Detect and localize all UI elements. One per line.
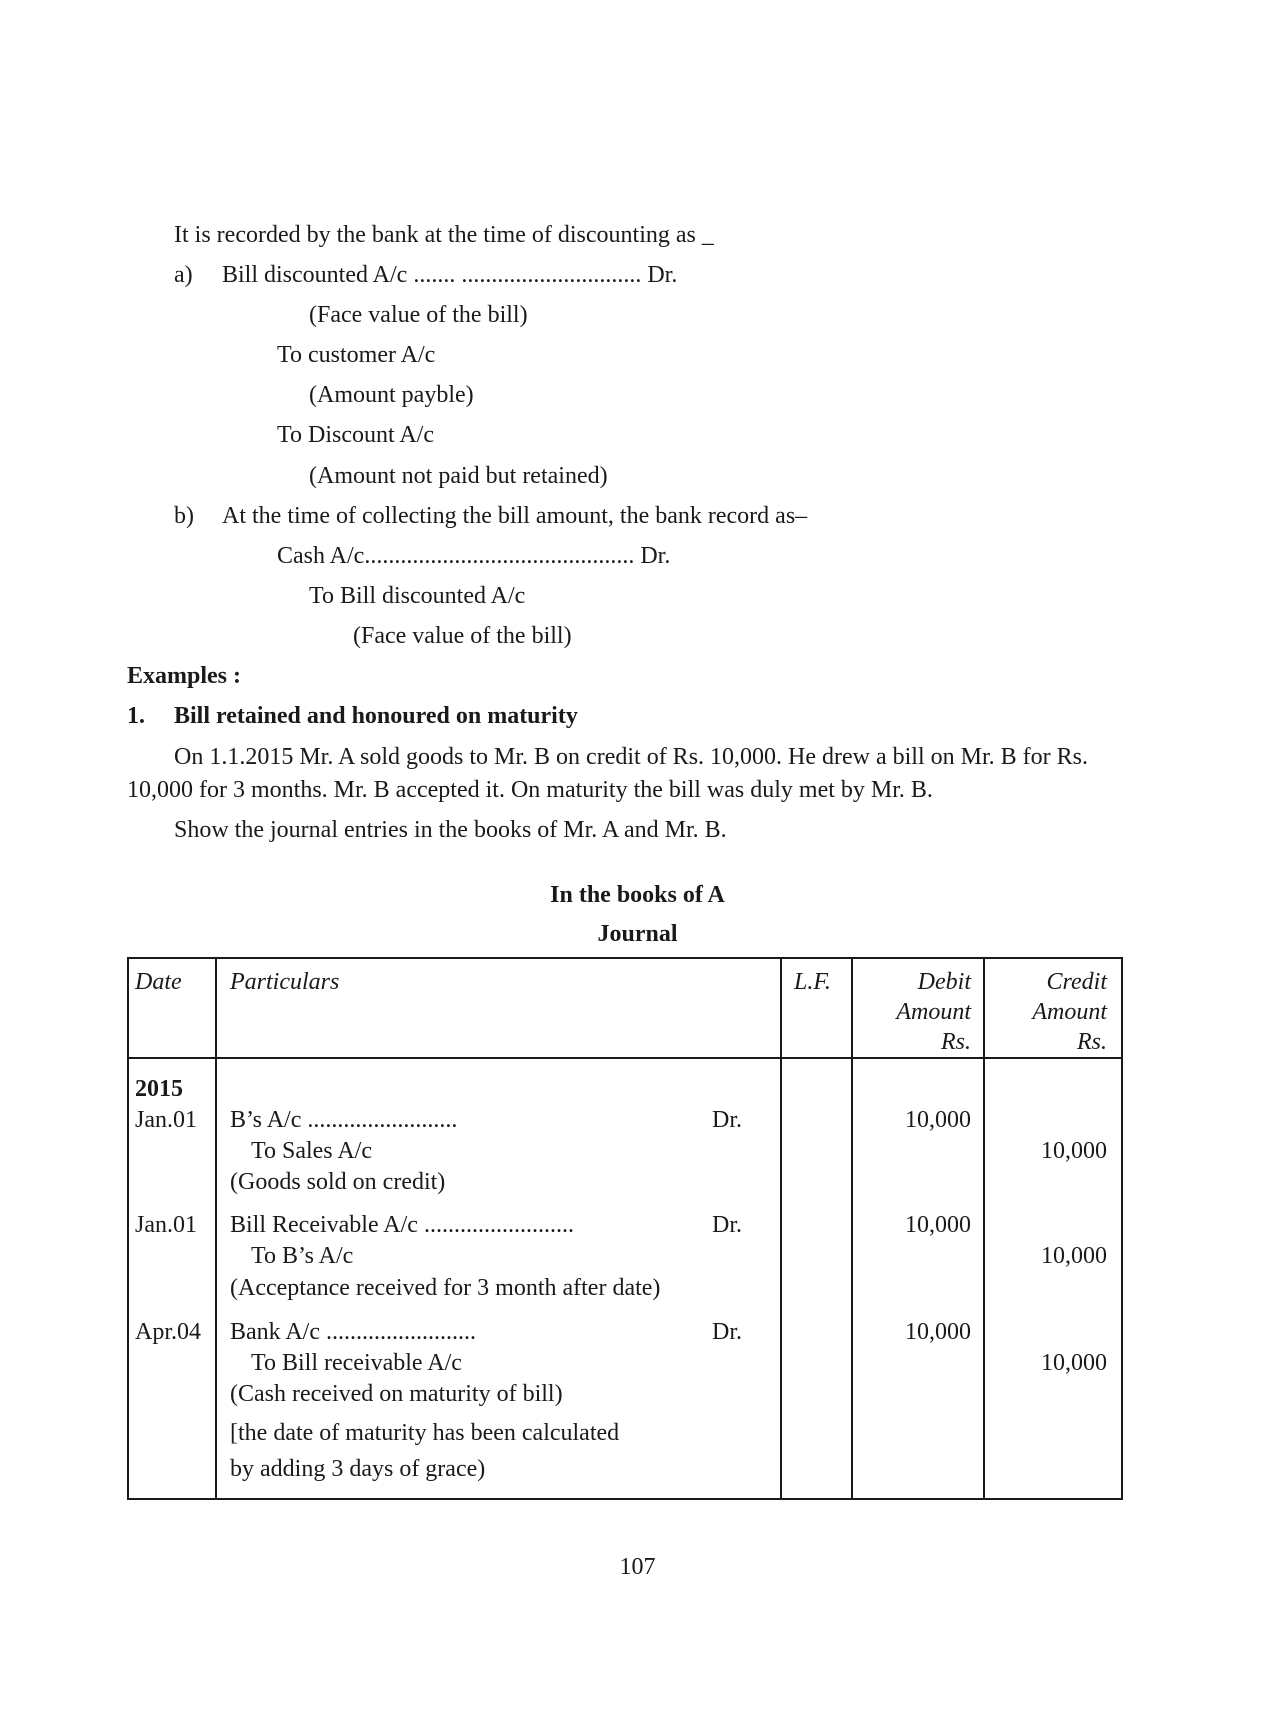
- header-credit-line3: Rs.: [1077, 1029, 1107, 1055]
- header-debit-line3: Rs.: [941, 1029, 971, 1055]
- journal-table: [127, 957, 1123, 1500]
- entry3-narration: (Cash received on maturity of bill): [230, 1381, 563, 1407]
- entry2-dr: Dr.: [712, 1212, 742, 1238]
- example-number: 1.: [127, 703, 145, 729]
- entry1-credit-amount: 10,000: [1041, 1138, 1107, 1164]
- journal-title: Journal: [597, 921, 678, 947]
- journal-book-title: In the books of A: [550, 882, 725, 908]
- example-para-line2: 10,000 for 3 months. Mr. B accepted it. On maturity the bill was duly met by Mr. B.: [127, 777, 933, 803]
- entry2-date: Jan.01: [135, 1212, 197, 1238]
- to-bill-discounted: To Bill discounted A/c: [309, 583, 526, 609]
- header-credit-line2: Amount: [1032, 999, 1107, 1025]
- col-divider-debit: [983, 957, 985, 1500]
- entry-bill-discounted: Bill discounted A/c ....... .............................. Dr.: [222, 262, 678, 288]
- col-divider-date: [215, 957, 217, 1500]
- intro-line: It is recorded by the bank at the time of discounting as _: [174, 222, 714, 248]
- entry3-credit-amount: 10,000: [1041, 1350, 1107, 1376]
- col-divider-particulars: [780, 957, 782, 1500]
- entry2-credit-amount: 10,000: [1041, 1243, 1107, 1269]
- example-title: Bill retained and honoured on maturity: [174, 703, 578, 729]
- entry3-debit-account: Bank A/c .........................: [230, 1319, 476, 1345]
- year-label: 2015: [135, 1076, 183, 1102]
- header-lf: L.F.: [794, 969, 831, 995]
- note-face-value: (Face value of the bill): [309, 302, 528, 328]
- note-face-value-2: (Face value of the bill): [353, 623, 572, 649]
- entry2-narration: (Acceptance received for 3 month after date): [230, 1275, 661, 1301]
- to-discount: To Discount A/c: [277, 422, 434, 448]
- entry-cash: Cash A/c............................................. Dr.: [277, 543, 671, 569]
- entry3-dr: Dr.: [712, 1319, 742, 1345]
- collecting-text: At the time of collecting the bill amount, the bank record as–: [222, 503, 808, 529]
- example-para-line1: On 1.1.2015 Mr. A sold goods to Mr. B on credit of Rs. 10,000. He drew a bill on Mr. B for Rs.: [174, 744, 1088, 770]
- header-date: Date: [135, 969, 182, 995]
- header-debit-line1: Debit: [917, 969, 971, 995]
- entry1-dr: Dr.: [712, 1107, 742, 1133]
- col-divider-lf: [851, 957, 853, 1500]
- list-marker-a: a): [174, 262, 193, 288]
- header-debit-line2: Amount: [896, 999, 971, 1025]
- entry1-credit-account: To Sales A/c: [251, 1138, 372, 1164]
- note-amount-retained: (Amount not paid but retained): [309, 463, 608, 489]
- entry3-credit-account: To Bill receivable A/c: [251, 1350, 462, 1376]
- entry3-note-line2: by adding 3 days of grace): [230, 1456, 486, 1482]
- entry1-debit-account: B’s A/c .........................: [230, 1107, 458, 1133]
- entry3-date: Apr.04: [135, 1319, 201, 1345]
- list-marker-b: b): [174, 503, 194, 529]
- header-credit-line1: Credit: [1046, 969, 1107, 995]
- entry2-debit-account: Bill Receivable A/c .........................: [230, 1212, 574, 1238]
- entry1-narration: (Goods sold on credit): [230, 1169, 446, 1195]
- entry3-debit-amount: 10,000: [905, 1319, 971, 1345]
- entry3-note-line1: [the date of maturity has been calculated: [230, 1420, 620, 1446]
- entry1-debit-amount: 10,000: [905, 1107, 971, 1133]
- example-instruction: Show the journal entries in the books of Mr. A and Mr. B.: [174, 817, 727, 843]
- header-divider: [127, 1057, 1123, 1059]
- to-customer: To customer A/c: [277, 342, 436, 368]
- examples-heading: Examples :: [127, 663, 241, 689]
- entry2-debit-amount: 10,000: [905, 1212, 971, 1238]
- page-number: 107: [619, 1554, 656, 1580]
- note-amount-payable: (Amount payble): [309, 382, 474, 408]
- entry2-credit-account: To B’s A/c: [251, 1243, 354, 1269]
- header-particulars: Particulars: [230, 969, 340, 995]
- entry1-date: Jan.01: [135, 1107, 197, 1133]
